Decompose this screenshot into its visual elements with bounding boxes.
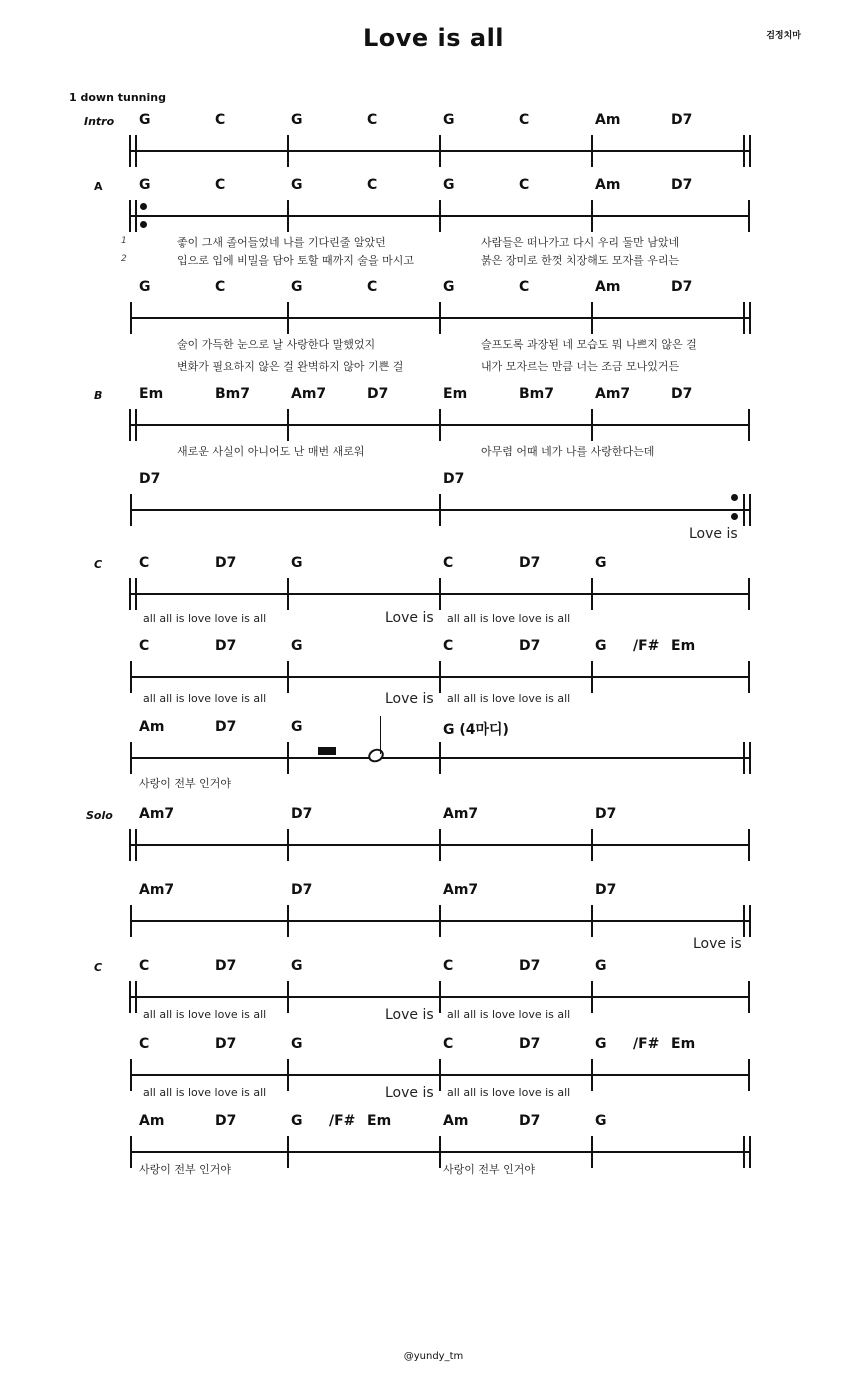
barline xyxy=(287,1059,289,1091)
chord: G xyxy=(291,177,303,193)
barline xyxy=(591,1059,593,1091)
chord: Am7 xyxy=(443,806,479,822)
chord: D7 xyxy=(671,279,693,295)
chord: Em xyxy=(443,386,468,402)
verse-number: 2 xyxy=(121,254,127,264)
love-is-pickup: Love is xyxy=(385,1007,434,1023)
chord: Am xyxy=(139,1113,165,1129)
barline xyxy=(130,1136,132,1168)
chord: D7 xyxy=(139,471,161,487)
chord: D7 xyxy=(215,555,237,571)
barline xyxy=(130,742,132,774)
lyric-line: 새로운 사실이 아니어도 난 매번 새로워 xyxy=(177,445,365,458)
repeat-dot xyxy=(140,221,147,228)
chord: Bm7 xyxy=(215,386,250,402)
song-title: Love is all xyxy=(362,24,505,52)
section-label: A xyxy=(94,180,103,193)
chord: Am xyxy=(595,112,621,128)
chord: C xyxy=(443,555,454,571)
barline xyxy=(287,829,289,861)
chord: G xyxy=(291,555,303,571)
lyric-line: 사랑이 전부 인거야 xyxy=(443,1163,536,1176)
barline xyxy=(130,905,132,937)
chord: C xyxy=(139,1036,150,1052)
barline xyxy=(591,905,593,937)
chord: Em xyxy=(367,1113,392,1129)
chord: G xyxy=(291,719,303,735)
lyric-line: all all is love love is all xyxy=(447,612,571,625)
end-double-barline xyxy=(743,1136,751,1168)
section-label: B xyxy=(94,389,103,402)
barline xyxy=(591,578,593,610)
barline xyxy=(439,1059,441,1091)
barline xyxy=(439,661,441,693)
lyric-line: all all is love love is all xyxy=(143,612,267,625)
chord: Em xyxy=(671,638,696,654)
chord: G xyxy=(595,1036,607,1052)
lyric-line: all all is love love is all xyxy=(447,692,571,705)
love-is-pickup: Love is xyxy=(385,691,434,707)
chord: D7 xyxy=(519,1113,541,1129)
chord: D7 xyxy=(215,1113,237,1129)
section-label: Solo xyxy=(86,809,113,822)
chord: C xyxy=(367,177,378,193)
barline xyxy=(439,829,441,861)
love-is-pickup: Love is xyxy=(385,610,434,626)
barline xyxy=(130,661,132,693)
chord: D7 xyxy=(671,386,693,402)
chord: G xyxy=(291,638,303,654)
barline xyxy=(591,135,593,167)
chord: G (4마디) xyxy=(443,722,509,738)
lyric-line: 내가 모자르는 만큼 너는 조금 모나있거든 xyxy=(481,360,680,373)
tuning-label: 1 down tunning xyxy=(69,91,166,104)
lyric-line: 사랑이 전부 인거야 xyxy=(139,1163,232,1176)
half-note-icon xyxy=(366,746,386,765)
barline xyxy=(287,1136,289,1168)
barline xyxy=(748,1059,750,1091)
verse-number: 1 xyxy=(121,236,127,246)
staff-row-b xyxy=(0,386,867,472)
barline xyxy=(287,981,289,1013)
staff-row-c-ending xyxy=(0,719,867,805)
barline xyxy=(748,829,750,861)
barline xyxy=(748,661,750,693)
barline xyxy=(287,135,289,167)
end-double-barline xyxy=(743,302,751,334)
barline xyxy=(287,200,289,232)
start-double-barline xyxy=(129,135,137,167)
repeat-dot xyxy=(731,513,738,520)
barline xyxy=(439,578,441,610)
chord: D7 xyxy=(291,806,313,822)
chord: Am xyxy=(595,177,621,193)
chord: C xyxy=(215,177,226,193)
chord: G xyxy=(139,177,151,193)
staff-row-c xyxy=(0,555,867,641)
barline xyxy=(439,135,441,167)
chord: D7 xyxy=(595,806,617,822)
chord: D7 xyxy=(215,1036,237,1052)
love-is-pickup: Love is xyxy=(385,1085,434,1101)
section-label: Intro xyxy=(84,115,115,128)
staff-row-solo xyxy=(0,806,867,892)
chord: G xyxy=(291,279,303,295)
chord: D7 xyxy=(595,882,617,898)
lyric-line: all all is love love is all xyxy=(447,1086,571,1099)
barline xyxy=(439,1136,441,1168)
start-double-barline xyxy=(129,829,137,861)
barline xyxy=(591,661,593,693)
chord: G xyxy=(443,177,455,193)
chord: D7 xyxy=(215,638,237,654)
barline xyxy=(591,829,593,861)
chord: C xyxy=(215,279,226,295)
chord: Em xyxy=(671,1036,696,1052)
barline xyxy=(439,494,441,526)
lyric-line: all all is love love is all xyxy=(143,1086,267,1099)
chord: D7 xyxy=(671,177,693,193)
lyric-line: 술이 가득한 눈으로 날 사랑한다 말했었지 xyxy=(177,338,376,351)
chord: Am xyxy=(139,719,165,735)
chord: D7 xyxy=(215,958,237,974)
chord: Em xyxy=(139,386,164,402)
lyric-line: 입으로 입에 비밀을 담아 토할 때까지 술을 마시고 xyxy=(177,254,414,267)
chord: D7 xyxy=(215,719,237,735)
chord: G xyxy=(291,958,303,974)
repeat-start-barline xyxy=(129,200,137,232)
end-double-barline xyxy=(743,905,751,937)
love-is-pickup: Love is xyxy=(689,526,738,542)
chord: C xyxy=(519,279,530,295)
barline xyxy=(439,981,441,1013)
footer-credit: @yundy_tm xyxy=(403,1351,464,1362)
chord: C xyxy=(139,958,150,974)
section-label: C xyxy=(94,961,103,974)
barline xyxy=(287,661,289,693)
barline xyxy=(439,200,441,232)
chord: Am7 xyxy=(291,386,327,402)
repeat-dot xyxy=(140,203,147,210)
barline xyxy=(748,409,750,441)
chord: Bm7 xyxy=(519,386,554,402)
staff-row-c2 xyxy=(0,958,867,1044)
barline xyxy=(748,578,750,610)
chord: C xyxy=(139,638,150,654)
start-double-barline xyxy=(129,981,137,1013)
half-rest-icon xyxy=(318,747,336,755)
lyric-line: 슬프도록 과장된 네 모습도 뭐 나쁘지 않은 걸 xyxy=(481,338,697,351)
lyric-line: all all is love love is all xyxy=(143,1008,267,1021)
barline xyxy=(748,981,750,1013)
barline xyxy=(439,302,441,334)
repeat-dot xyxy=(731,494,738,501)
barline xyxy=(130,494,132,526)
barline xyxy=(287,302,289,334)
barline xyxy=(287,409,289,441)
chord: C xyxy=(367,112,378,128)
chord: C xyxy=(139,555,150,571)
chord: D7 xyxy=(443,471,465,487)
chord: /F# xyxy=(633,1036,660,1052)
lyric-line: all all is love love is all xyxy=(143,692,267,705)
lyric-line: 사람들은 떠나가고 다시 우리 둘만 남았네 xyxy=(481,236,680,249)
chord: C xyxy=(443,958,454,974)
staff-row-a-continued xyxy=(0,279,867,373)
lyric-line: 사랑이 전부 인거야 xyxy=(139,777,232,790)
chord: Am xyxy=(595,279,621,295)
chord: G xyxy=(443,112,455,128)
chord: G xyxy=(595,555,607,571)
chord: D7 xyxy=(519,1036,541,1052)
start-double-barline xyxy=(129,409,137,441)
lyric-line: 아무렴 어때 네가 나를 사랑한다는데 xyxy=(481,445,655,458)
chord: G xyxy=(595,958,607,974)
chord: D7 xyxy=(519,958,541,974)
barline xyxy=(130,1059,132,1091)
staff-row-solo-continued xyxy=(0,882,867,968)
staff-row-c2-continued xyxy=(0,1036,867,1122)
barline xyxy=(591,200,593,232)
composer-label: 검정치마 xyxy=(766,31,801,41)
chord: G xyxy=(291,1036,303,1052)
chord: Am7 xyxy=(595,386,631,402)
end-double-barline xyxy=(743,135,751,167)
chord: C xyxy=(215,112,226,128)
chord: Am7 xyxy=(443,882,479,898)
barline xyxy=(591,981,593,1013)
chord: G xyxy=(139,279,151,295)
chord: D7 xyxy=(519,638,541,654)
staff-row-outro xyxy=(0,1113,867,1199)
barline xyxy=(591,409,593,441)
repeat-end-barline xyxy=(743,494,751,526)
barline xyxy=(748,200,750,232)
staff-row-a xyxy=(0,177,867,267)
chord: C xyxy=(519,177,530,193)
barline xyxy=(439,409,441,441)
chord: D7 xyxy=(367,386,389,402)
chord: C xyxy=(519,112,530,128)
lyric-line: 변화가 필요하지 않은 걸 완벽하지 않아 기쁜 걸 xyxy=(177,360,404,373)
chord: Am7 xyxy=(139,806,175,822)
note-stem xyxy=(380,716,381,754)
barline xyxy=(130,302,132,334)
end-double-barline xyxy=(743,742,751,774)
barline xyxy=(287,578,289,610)
chord: C xyxy=(443,1036,454,1052)
chord: D7 xyxy=(291,882,313,898)
chord: G xyxy=(443,279,455,295)
chord: C xyxy=(367,279,378,295)
chord: D7 xyxy=(519,555,541,571)
lyric-line: 붉은 장미로 한껏 치장해도 모자를 우리는 xyxy=(481,254,680,267)
barline xyxy=(439,742,441,774)
chord: /F# xyxy=(329,1113,356,1129)
chord: C xyxy=(443,638,454,654)
staff-row-c-continued xyxy=(0,638,867,724)
chord: Am xyxy=(443,1113,469,1129)
barline xyxy=(287,905,289,937)
barline xyxy=(591,302,593,334)
chord: G xyxy=(595,1113,607,1129)
lyric-line: all all is love love is all xyxy=(447,1008,571,1021)
love-is-pickup: Love is xyxy=(693,936,742,952)
chord: G xyxy=(291,112,303,128)
chord: Am7 xyxy=(139,882,175,898)
staff-row-b-continued xyxy=(0,471,867,557)
chord: /F# xyxy=(633,638,660,654)
barline xyxy=(439,905,441,937)
lyric-line: 좋이 그새 졸어들었네 나를 기다린줄 알았던 xyxy=(177,236,386,249)
chord: D7 xyxy=(671,112,693,128)
chord: G xyxy=(595,638,607,654)
start-double-barline xyxy=(129,578,137,610)
chord: G xyxy=(139,112,151,128)
chord: G xyxy=(291,1113,303,1129)
section-label: C xyxy=(94,558,103,571)
barline xyxy=(287,742,289,774)
barline xyxy=(591,1136,593,1168)
